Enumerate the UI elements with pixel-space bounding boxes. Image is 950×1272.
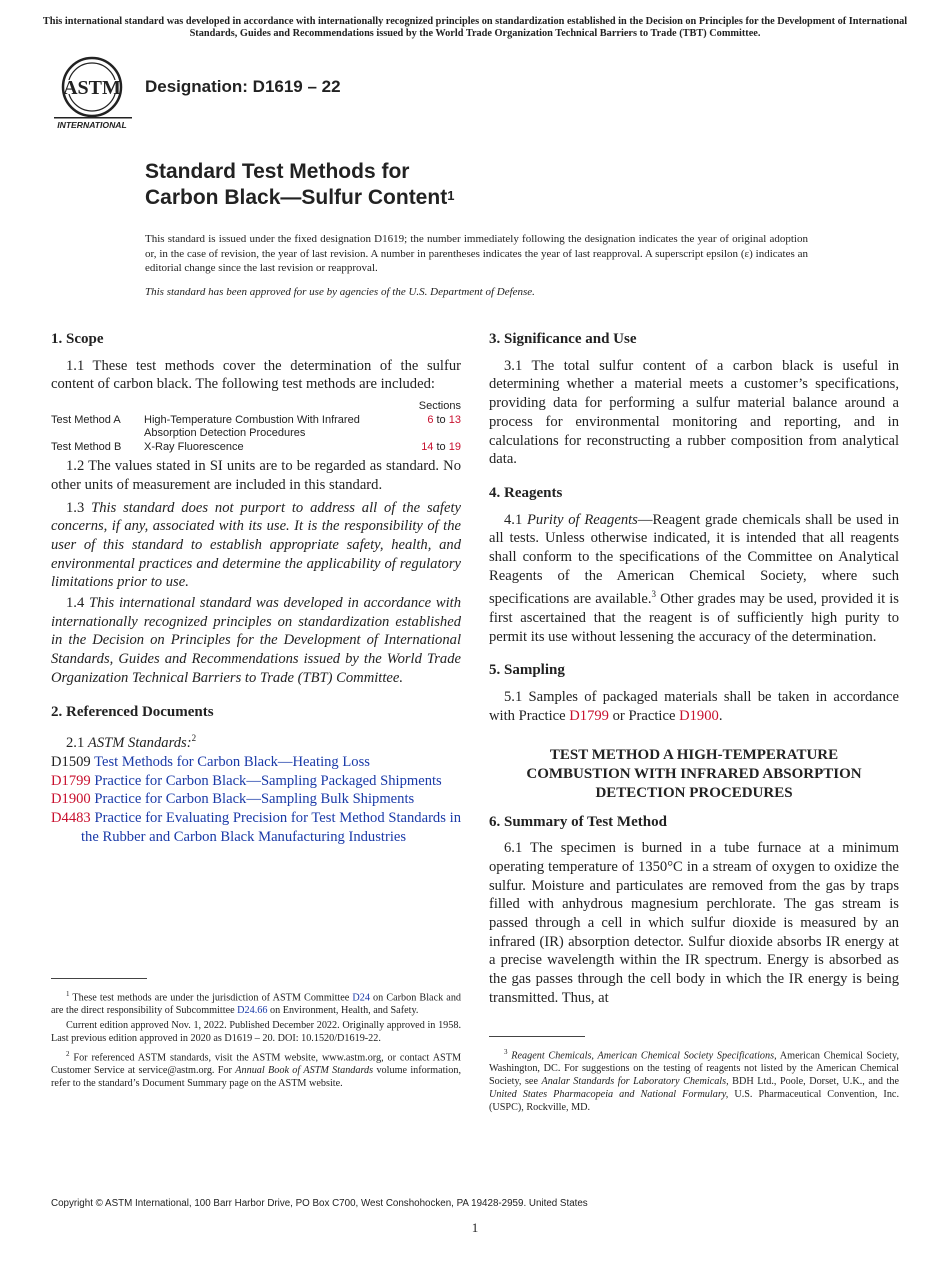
document-title — [145, 159, 454, 211]
issued-statement: This standard is issued under the fixed designation D1619; the number immediately following the designation indicates the year of original adoption or, in the case of revision, the year of last revision. A number in parentheses indicates the year of last reapproval. A superscript epsilon (ε) indicates an editorial change since the last revision or reapproval. — [145, 233, 808, 274]
para-1-3: 1.3 This standard does not purport to address all of the safety concerns, if any, associated with its use. It is the responsibility of the user of this standard to establish appropriate safety, health, and environmental practices and determine the applicability of regulatory limitations prior to use. — [51, 499, 461, 591]
footnotes-right — [489, 1046, 899, 1114]
table-header-sections: Sections — [418, 400, 461, 413]
para-3-1: 3.1 The total sulfur content of a carbon black is useful in determining whether a material meets a customer’s specifications, providing data for performing a sulfur material balance around a process for environmental monitoring and reporting, and in calculations for reconstructing a rubber composition from analytical data. — [489, 357, 899, 468]
footnote-3: $^3$ Reagent Chemicals, American Chemical Society Specifications, American Chemical Society, Washington, DC. For suggestions on the testing of reagents not listed by the American Chemical Society, see Analar Standards for Laboratory Chemicals, BDH Ltd., Poole, Dorset, U.K., and the United States Pharmacopeia and National Formulary, U.S. Pharmaceutical Convention, Inc. (USPC), Rockville, MD. — [489, 1048, 899, 1113]
designation: Designation: D1619 – 22 — [145, 77, 341, 96]
reference-item[interactable]: D1509 Test Methods for Carbon Black—Heating Loss — [51, 753, 370, 770]
logo-wordmark: ASTM — [63, 77, 121, 99]
top-notice: This international standard was developed in accordance with internationally recognized principles on standardization established in the Decision on Principles for the Development of International Standards, Guides and Recommendations issued by the World Trade Organization Technical Barriers to Trade (TBT) Committee. — [42, 16, 908, 39]
footnote-rule — [51, 978, 147, 979]
edition-note: Current edition approved Nov. 1, 2022. Published December 2022. Originally approved in 1958. Last previous edition approved in 2020 as D1619 – 20. DOI: 10.1520/D1619-22. — [51, 1019, 461, 1044]
section-heading-scope: 1. Scope — [51, 331, 104, 347]
para-6-1: 6.1 The specimen is burned in a tube furnace at a minimum operating temperature of 1350°C in a stream of oxygen to oxidize the sulfur. Moisture and particulates are removed from the gas by traps filled with anhydrous magnesium perchlorate. The gas stream is passed through a cell in which sulfur dioxide is measured by an infrared (IR) absorption detector. Sulfur dioxide absorbs IR energy at a precise wavelength within the IR spectrum. Energy is absorbed as the gas passes through the cell body in which the IR energy is being transmitted. Thus, at — [489, 840, 899, 1006]
section-link[interactable]: 19 — [448, 440, 461, 453]
para-5-1: 5.1 Samples of packaged materials shall be taken in accordance with Practice D1799 or Practice D1900. — [489, 689, 899, 724]
para-1-2: 1.2 The values stated in SI units are to be regarded as standard. No other units of measurement are included in this standard. — [51, 458, 461, 493]
footnote-1: $^1$ These test methods are under the jurisdiction of ASTM Committee D24 on Carbon Black and are the direct responsibility of Subcommittee D24.66 on Environment, Health, and Safety. — [51, 990, 462, 1017]
title-line-2: Carbon Black—Sulfur Content$^1$ — [145, 186, 455, 209]
astm-logo — [52, 56, 136, 132]
section-heading-sampling: 5. Sampling — [489, 662, 565, 679]
page-number: 1 — [471, 1220, 479, 1235]
copyright: Copyright © ASTM International, 100 Barr Harbor Drive, PO Box C700, West Conshohocken, PA 19428-2959. United States — [51, 1198, 588, 1209]
ref-link-d1799[interactable]: D1799 — [569, 707, 609, 724]
reference-item[interactable]: D4483 Practice for Evaluating Precision for Test Method Standards in the Rubber and Carbon Black Manufacturing Industries — [51, 809, 461, 845]
section-link[interactable]: 14 — [421, 440, 434, 453]
para-1-4: 1.4 This international standard was developed in accordance with internationally recognized principles on standardization established in the Decision on Principles for the Development of International Standards, Guides and Recommendations issued by the World Trade Organization Technical Barriers to Trade (TBT) Committee. — [51, 595, 462, 686]
section-heading-significance: 3. Significance and Use — [489, 331, 637, 347]
section-heading-reagents: 4. Reagents — [489, 484, 563, 501]
para-2-1: 2.1 ASTM Standards:$^2$ — [66, 733, 197, 752]
footnote-rule — [489, 1036, 585, 1037]
table-row: Test Method A High-Temperature Combustion With Infrared Absorption Detection Procedures 6 to 13 — [51, 413, 461, 440]
right-column — [489, 330, 899, 1008]
footnote-2: $^2$ For referenced ASTM standards, visit the ASTM website, www.astm.org, or contact ASTM Customer Service at service@astm.org. For Annual Book of ASTM Standards volume information, refer to the standard’s Document Summary page on the ASTM website. — [51, 1049, 461, 1089]
section-heading-referenced-documents: 2. Referenced Documents — [51, 703, 214, 720]
reference-item[interactable]: D1900 Practice for Carbon Black—Sampling Bulk Shipments — [51, 791, 415, 808]
committee-link[interactable]: D24 — [352, 992, 370, 1004]
dod-approval: This standard has been approved for use by agencies of the U.S. Department of Defense. — [145, 286, 535, 298]
reference-item[interactable]: D1799 Practice for Carbon Black—Sampling Packaged Shipments — [51, 772, 442, 789]
footnotes-left — [51, 988, 461, 1090]
subcommittee-link[interactable]: D24.66 — [237, 1005, 268, 1017]
section-heading-summary: 6. Summary of Test Method — [489, 813, 667, 830]
left-column — [51, 330, 461, 846]
table-row: Test Method B X-Ray Fluorescence 14 to 19 — [51, 440, 461, 453]
section-link[interactable]: 6 — [427, 413, 434, 426]
test-methods-table — [51, 400, 461, 454]
title-line-1: Standard Test Methods for — [145, 160, 410, 183]
para-4-1: 4.1 Purity of Reagents—Reagent grade chemicals shall be used in all tests. Unless otherwise indicated, it is intended that all reagents shall conform to the specifications of the Committee on Analytical Reagents of the American Chemical Society, where such specifications are available.$^3$ Other grades may be used, provided it is first ascertained that the reagent is of sufficiently high purity to permit its use without lessening the accuracy of the determination. — [489, 511, 899, 645]
title-footnote-mark: 1 — [447, 188, 455, 203]
section-link[interactable]: 13 — [448, 413, 461, 426]
ref-link-d1900[interactable]: D1900 — [679, 707, 719, 724]
test-method-a-heading: TEST METHOD A HIGH-TEMPERATURE COMBUSTION WITH INFRARED ABSORPTION DETECTION PROCEDURES — [526, 746, 862, 801]
logo-subtitle: INTERNATIONAL — [57, 120, 127, 130]
para-1-1: 1.1 These test methods cover the determination of the sulfur content of carbon black. The following test methods are included: — [51, 357, 461, 393]
